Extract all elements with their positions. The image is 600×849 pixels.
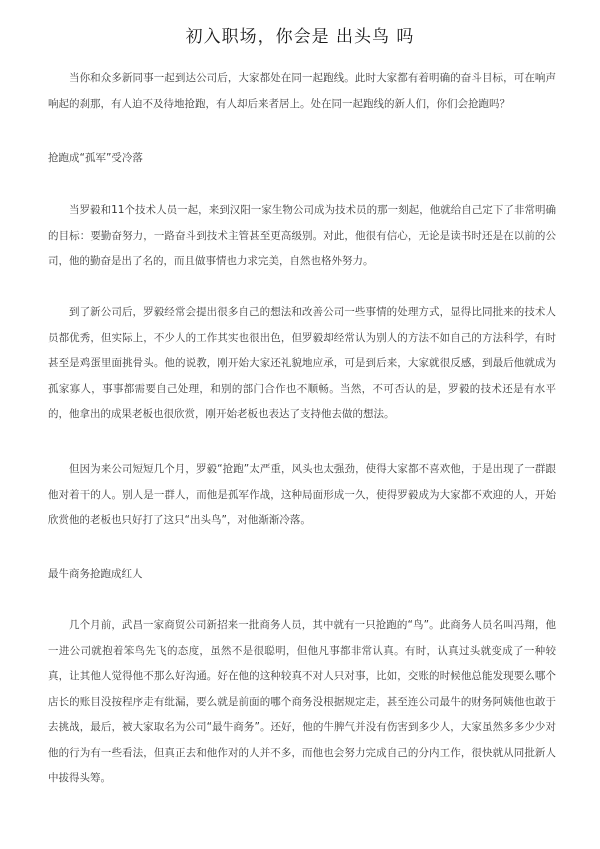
section1-paragraph-3: 但因为来公司短短几个月，罗毅“抢跑”太严重，风头也太强劲，使得大家都不喜欢他，于是出现了一群跟他对着干的人。别人是一群人，而他是孤军作战，这种局面形成一久，使得罗毅成为大家都不欢迎的人，开始欣赏他的老板也只好打了这只“出头鸟”，对他渐渐冷落。 [48, 463, 556, 526]
section2-paragraph-1: 几个月前，武昌一家商贸公司新招来一批商务人员，其中就有一只抢跑的“鸟”。此商务人员名叫冯翔，他一进公司就抱着笨鸟先飞的态度，虽然不是很聪明，但他凡事都非常认真。有时，认真过头就变成了一种较真，让其他人觉得他不那么好沟通。好在他的这种较真不对人只对事，比如，交账的时候他总能发现要么哪个店长的账目没按程序走有纰漏，要么就是前面的哪个商务没根据规定走，甚至连公司最牛的财务阿姨他也敢于去挑战，最后，被大家取名为公司“最牛商务”。还好，他的牛脾气并没有伤害到多少人，大家虽然多多少少对他的行为有一些看法，但真正去和他作对的人并不多，而他也会努力完成自己的分内工作，很快就从同批新人中拔得头筹。 [48, 619, 556, 784]
section1-paragraph-1: 当罗毅和11个技术人员一起，来到汉阳一家生物公司成为技术员的那一刻起，他就给自己定下了非常明确的目标：要勤奋努力，一路奋斗到技术主管甚至更高级别。对此，他很有信心，无论是读书时还是在以前的公司，他的勤奋是出了名的，而且做事情也力求完美，自然也格外努力。 [48, 204, 556, 267]
section-heading-2: 最牛商务抢跑成红人 [48, 568, 143, 580]
page-title: 初入职场，你会是 出头鸟 吗 [185, 27, 415, 47]
intro-paragraph: 当你和众多新同事一起到达公司后，大家都处在同一起跑线。此时大家都有着明确的奋斗目标，可在响声响起的刹那，有人迫不及待地抢跑，有人却后来者居上。处在同一起跑线的新人们，你们会抢跑吗？ [48, 72, 556, 110]
section1-paragraph-2: 到了新公司后，罗毅经常会提出很多自己的想法和改善公司一些事情的处理方式，显得比同批来的技术人员都优秀，但实际上，不少人的工作其实也很出色，但罗毅却经常认为别人的方法不如自己的方法科学，有时甚至是鸡蛋里面挑骨头。他的说教，刚开始大家还礼貌地应承，可是到后来，大家就很反感，到最后他就成为孤家寡人，事事都需要自己处理，和别的部门合作也不顺畅。当然，不可否认的是，罗毅的技术还是有水平的，他拿出的成果老板也很欣赏，刚开始老板也表达了支持他去做的想法。 [48, 306, 556, 420]
section-heading-1: 抢跑成“孤军”受冷落 [48, 152, 143, 164]
